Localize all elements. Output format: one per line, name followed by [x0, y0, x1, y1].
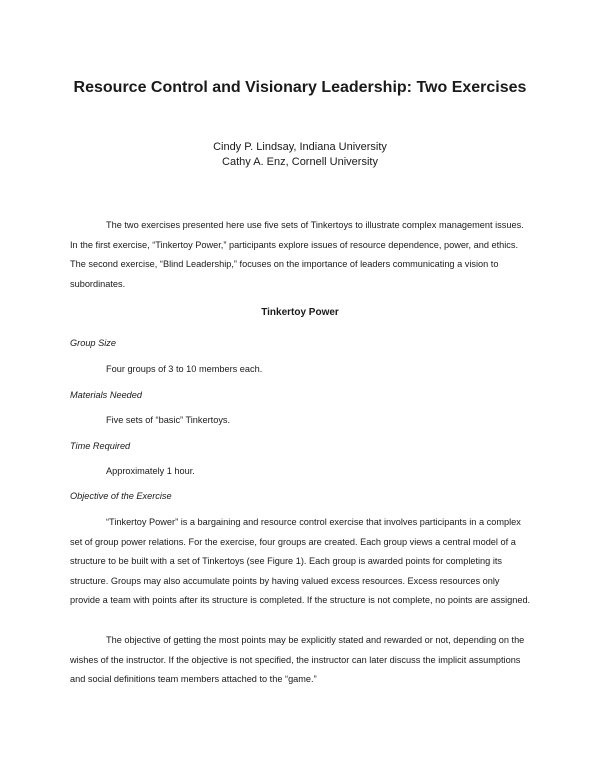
author-1: Cindy P. Lindsay, Indiana University — [213, 141, 387, 153]
author-2: Cathy A. Enz, Cornell University — [222, 156, 378, 168]
time-required-text: Approximately 1 hour. — [106, 466, 195, 476]
document-title: Resource Control and Visionary Leadership: Two Exercises — [73, 79, 527, 96]
time-required-label: Time Required — [70, 441, 131, 451]
intro-paragraph — [70, 216, 532, 294]
group-size-label: Group Size — [70, 338, 116, 348]
intro-text: The two exercises presented here use five sets of Tinkertoys to illustrate complex management issues. In the first exercise, “Tinkertoy Power,” participants explore issues of resource dependence, power, and ethics. The second exercise, “Blind Leadership,” focuses on the importance of leaders communicating a vision to subordinates. — [70, 220, 524, 289]
objective-label: Objective of the Exercise — [70, 491, 172, 501]
materials-label: Materials Needed — [70, 390, 143, 400]
objective-paragraph-1 — [70, 513, 532, 611]
objective-paragraph-2 — [70, 631, 532, 690]
objective-text-2: The objective of getting the most points may be explicitly stated and rewarded or not, depending on the wishes of the instructor. If the objective is not specified, the instructor can later discuss the implicit assumptions and social definitions team members attached to the “game.” — [70, 635, 525, 685]
objective-text-1: “Tinkertoy Power” is a bargaining and resource control exercise that involves participants in a complex set of group power relations. For the exercise, four groups are created. Each group views a central model of a structure to be built with a set of Tinkertoys (see Figure 1). Each group is awarded points for completing its structure. Groups may also accumulate points by having valued excess resources. Excess resources only provide a team with points after its structure is completed. If the structure is not complete, no points are assigned. — [70, 517, 531, 606]
group-size-text: Four groups of 3 to 10 members each. — [106, 364, 263, 374]
section-heading: Tinkertoy Power — [261, 307, 339, 318]
materials-text: Five sets of “basic” Tinkertoys. — [106, 415, 231, 425]
